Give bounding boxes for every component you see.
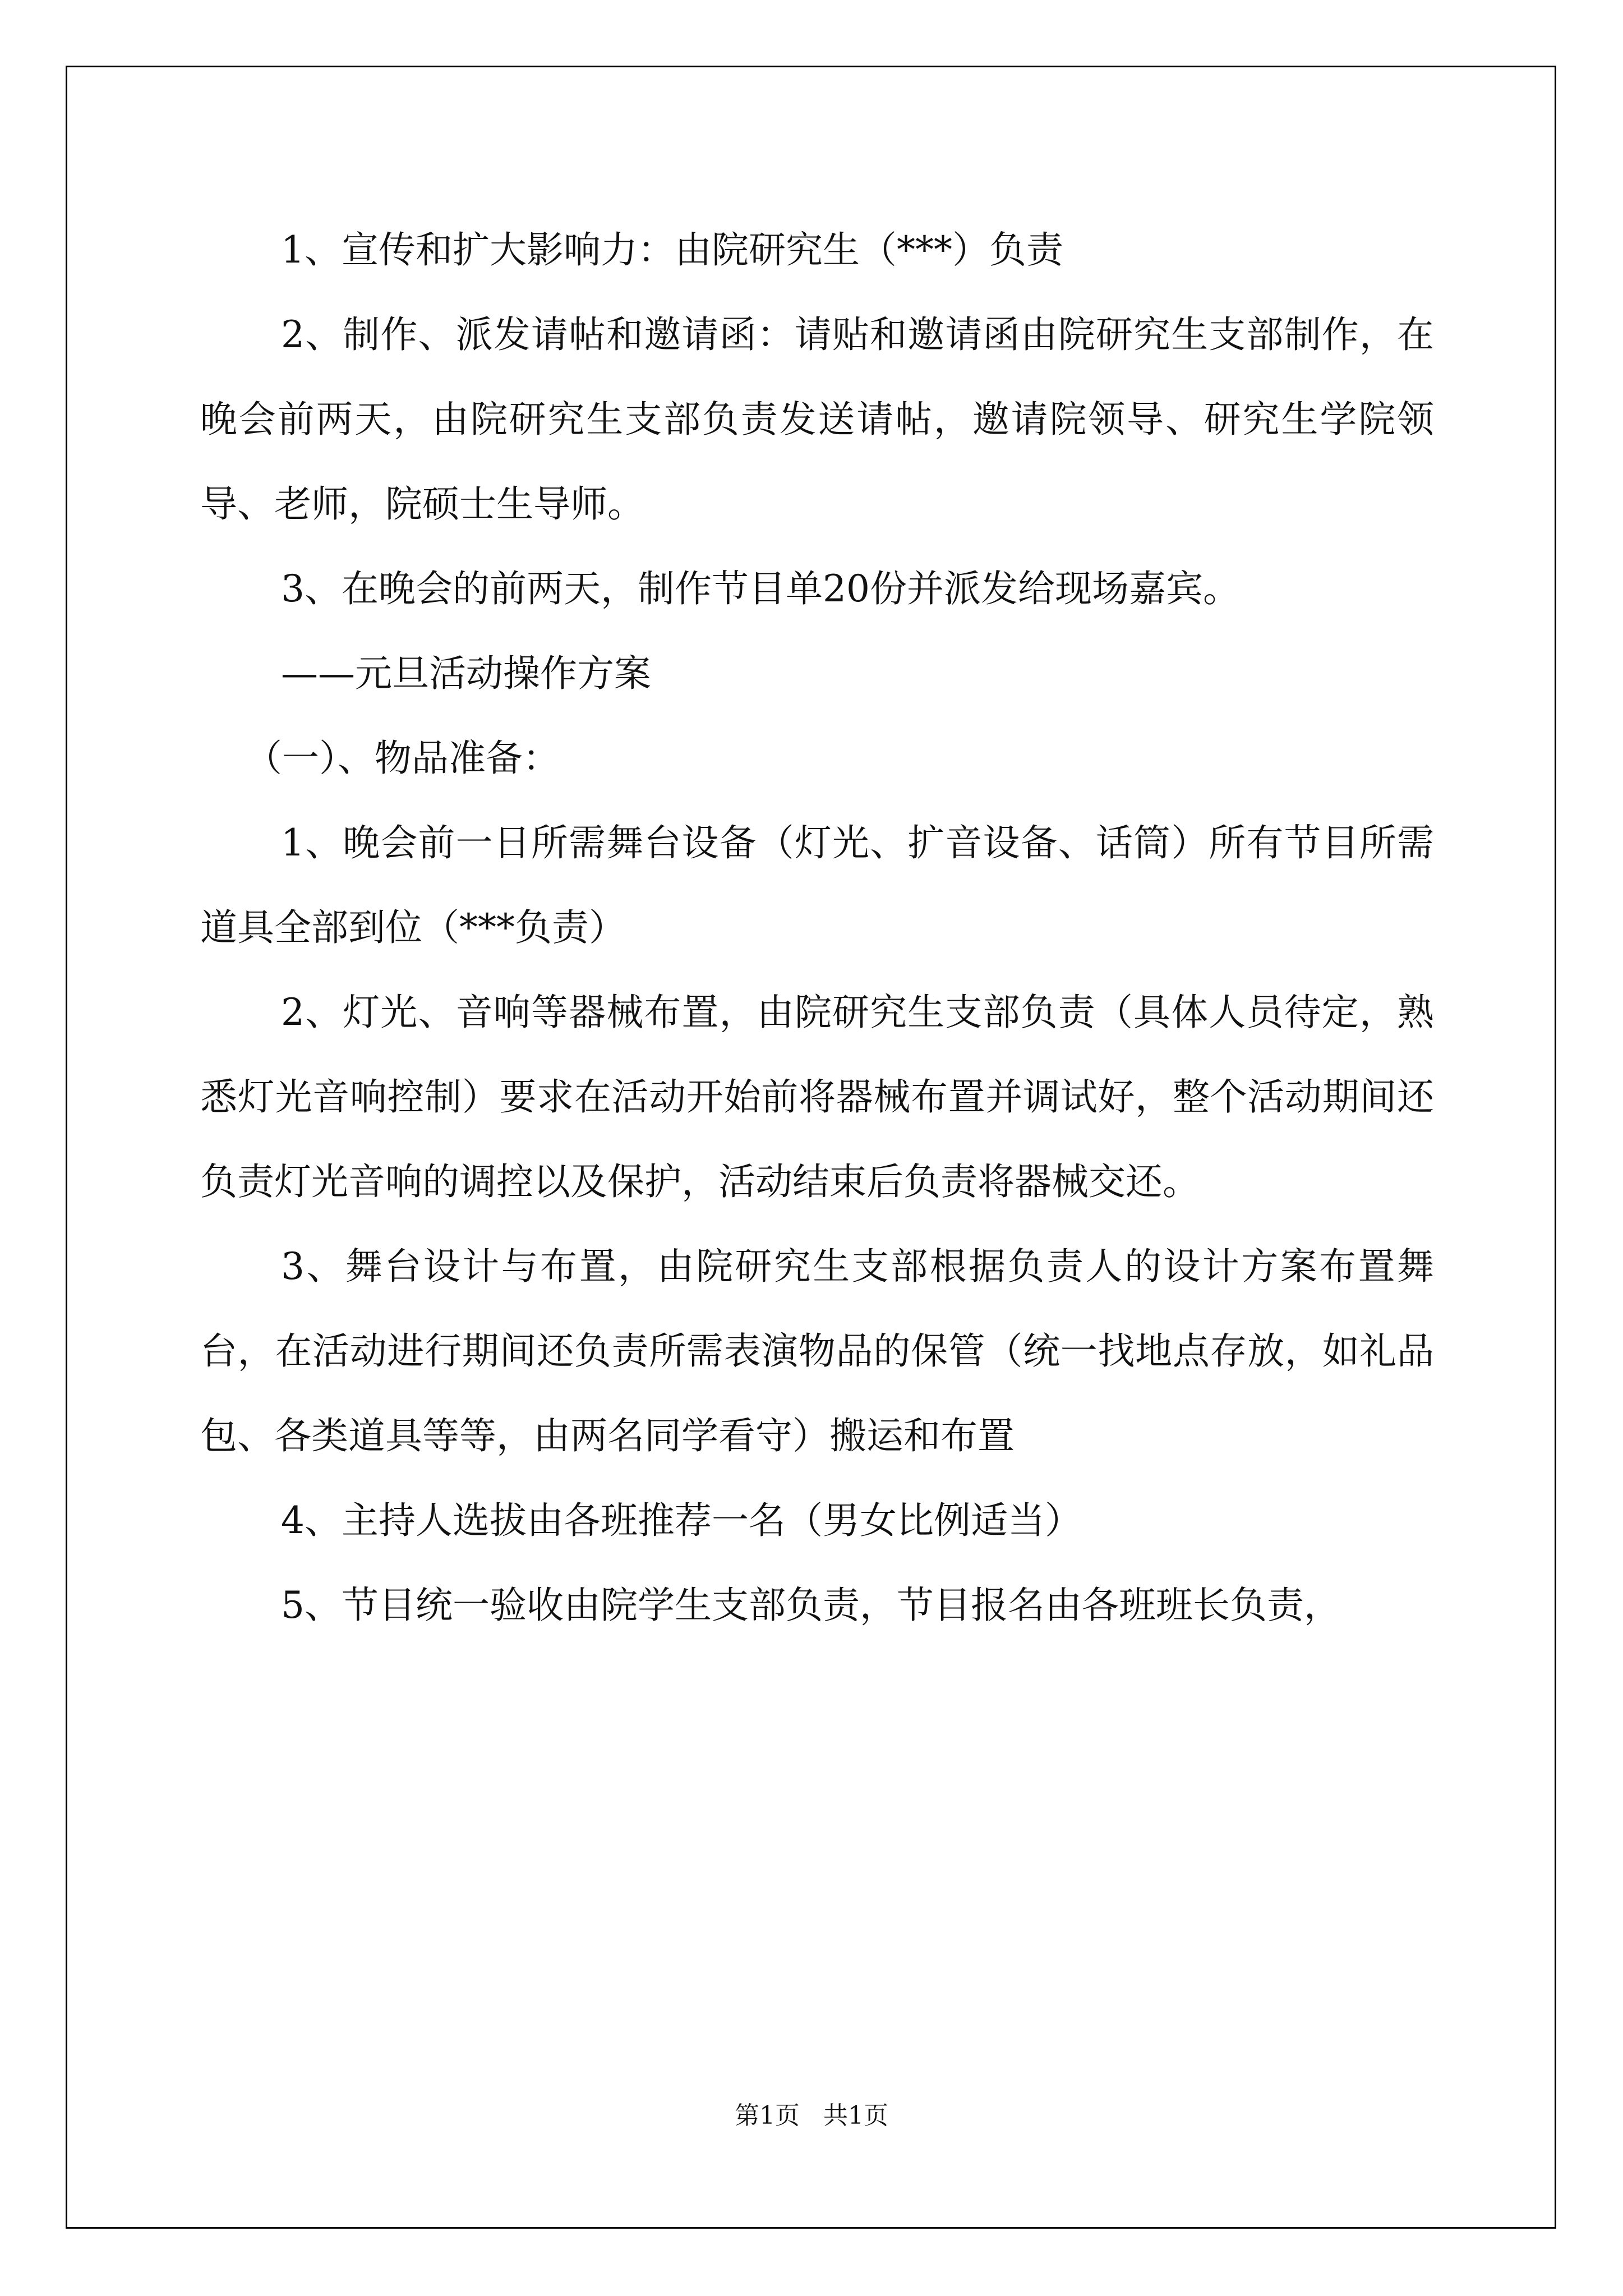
paragraph-invitations: 2、制作、派发请帖和邀请函：请贴和邀请函由院研究生支部制作，在晚会前两天，由院研究生支部负责发送请帖，邀请院领导、研究生学院领导、老师，院硕士生导师。 [200,313,1434,526]
paragraph-program-review: 5、节目统一验收由院学生支部负责，节目报名由各班班长负责， [281,1584,1341,1627]
paragraph-host-selection: 4、主持人选拔由各班推荐一名（男女比例适当） [281,1499,1082,1542]
paragraph-publicity: 1、宣传和扩大影响力：由院研究生（***）负责 [281,228,1063,272]
subsection-heading-materials: （一）、物品准备： [245,737,560,780]
paragraph-lighting-audio: 2、灯光、音响等器械布置，由院研究生支部负责（具体人员待定，熟悉灯光音响控制）要求在活动开始前将器械布置并调试好，整个活动期间还负责灯光音响的调控以及保护，活动结束后负责将器械交还。 [200,991,1434,1203]
page-total: 共1页 [823,2101,888,2130]
paragraph-program-list: 3、在晚会的前两天，制作节目单20份并派发给现场嘉宾。 [281,567,1240,610]
section-heading-operation-plan: ——元旦活动操作方案 [281,652,651,695]
page-footer [0,2095,1623,2131]
paragraph-stage-design: 3、舞台设计与布置，由院研究生支部根据负责人的设计方案布置舞台，在活动进行期间还负责所需表演物品的保管（统一找地点存放，如礼品包、各类道具等等，由两名同学看守）搬运和布置 [200,1245,1434,1457]
paragraph-stage-equipment: 1、晚会前一日所需舞台设备（灯光、扩音设备、话筒）所有节目所需道具全部到位（***负责） [200,821,1434,949]
page-number: 第1页 [735,2101,800,2130]
document-body [200,208,1434,1648]
